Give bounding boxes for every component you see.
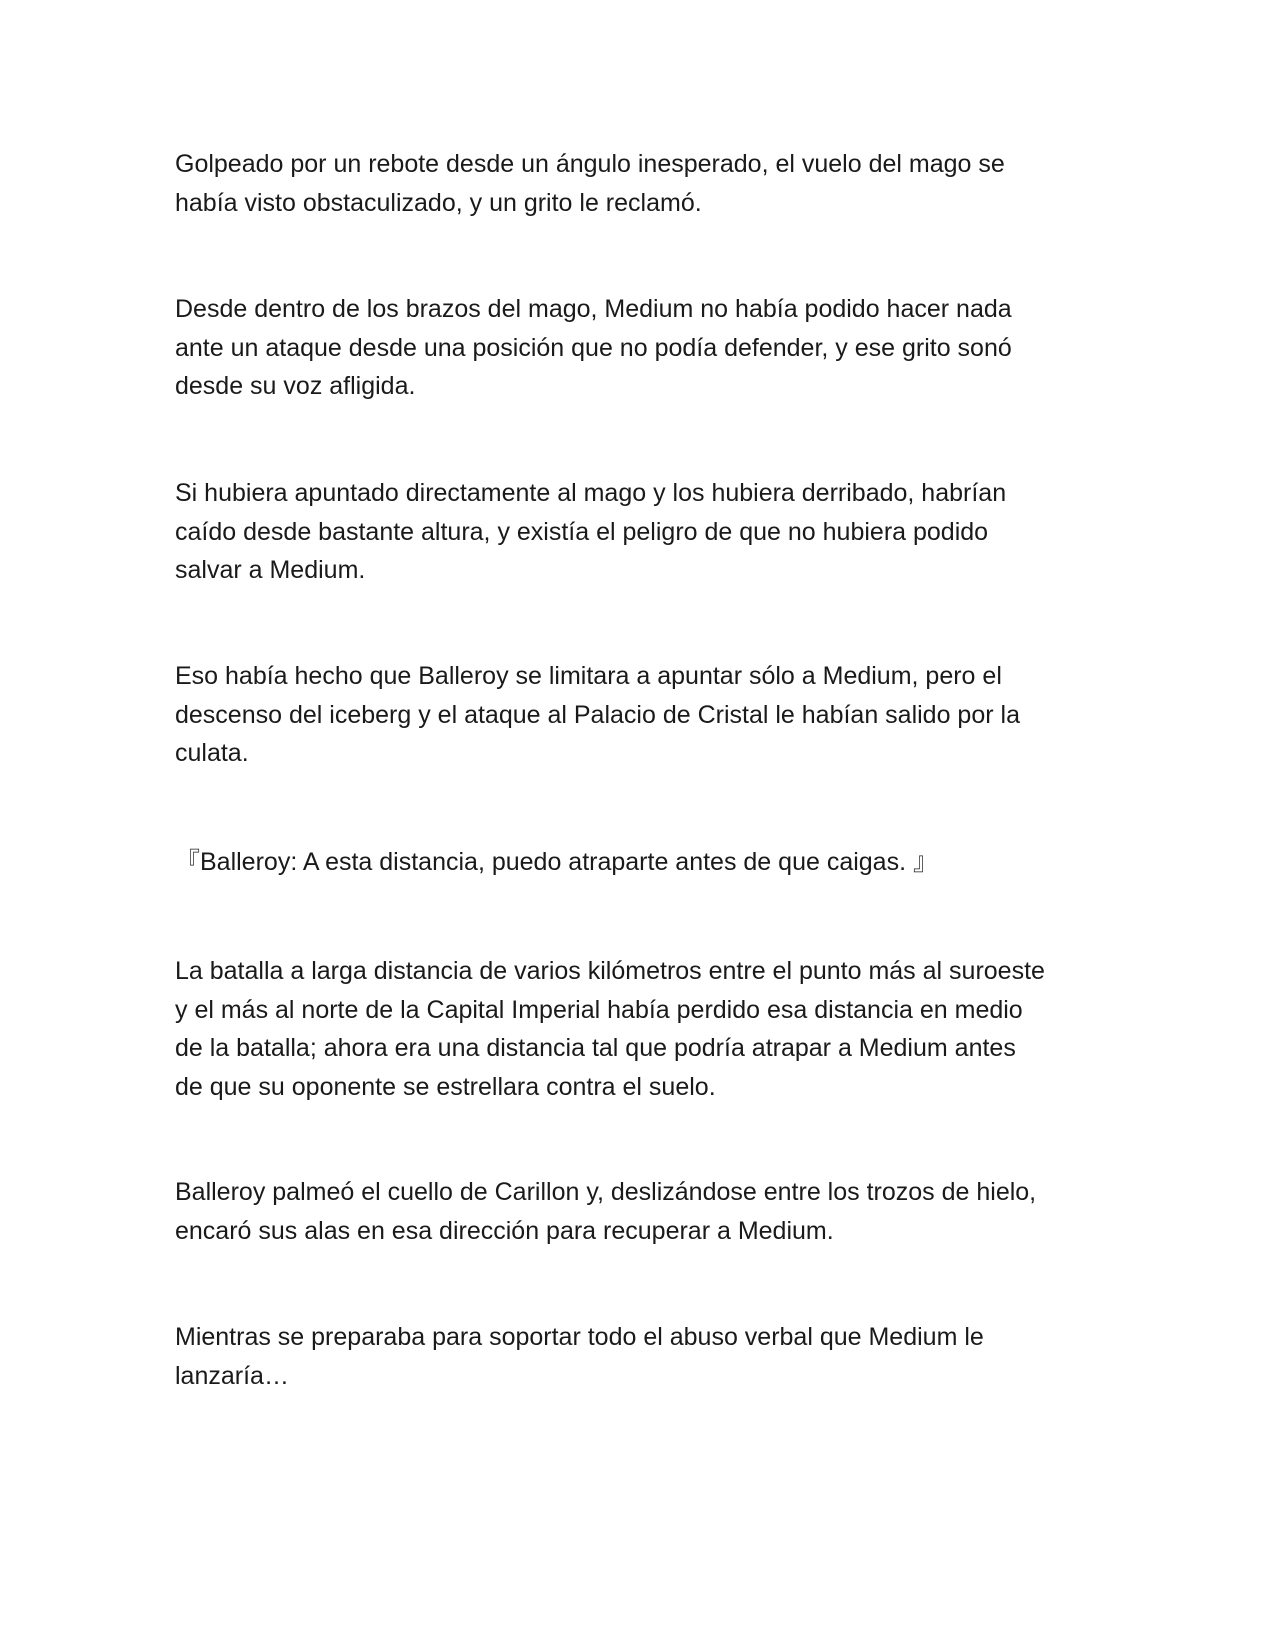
- paragraph-2: Desde dentro de los brazos del mago, Medium no había podido hacer nada ante un ataque desde una posición que no podía defender, y ese grito sonó desde su voz afligida.: [175, 295, 1012, 400]
- paragraph-6: Balleroy palmeó el cuello de Carillon y, deslizándose entre los trozos de hielo, encaró sus alas en esa dirección para recuperar a Medium.: [175, 1178, 1037, 1245]
- paragraph-3: Si hubiera apuntado directamente al mago y los hubiera derribado, habrían caído desde bastante altura, y existía el peligro de que no hubiera podido salvar a Medium.: [175, 479, 1007, 584]
- paragraph-1: Golpeado por un rebote desde un ángulo inesperado, el vuelo del mago se había visto obstaculizado, y un grito le reclamó.: [175, 150, 1005, 217]
- paragraph-4: Eso había hecho que Balleroy se limitara a apuntar sólo a Medium, pero el descenso del iceberg y el ataque al Palacio de Cristal le habían salido por la culata.: [175, 662, 1020, 767]
- dialogue-line: 『Balleroy: A esta distancia, puedo atraparte antes de que caigas. 』: [175, 848, 938, 876]
- paragraph-5: La batalla a larga distancia de varios kilómetros entre el punto más al suroeste y el más al norte de la Capital Imperial había perdido esa distancia en medio de la batalla; ahora era una distancia tal que podría atrapar a Medium antes de que su oponente se estrellara contra el suelo.: [175, 957, 1045, 1101]
- paragraph-7: Mientras se preparaba para soportar todo el abuso verbal que Medium le lanzaría…: [175, 1323, 984, 1390]
